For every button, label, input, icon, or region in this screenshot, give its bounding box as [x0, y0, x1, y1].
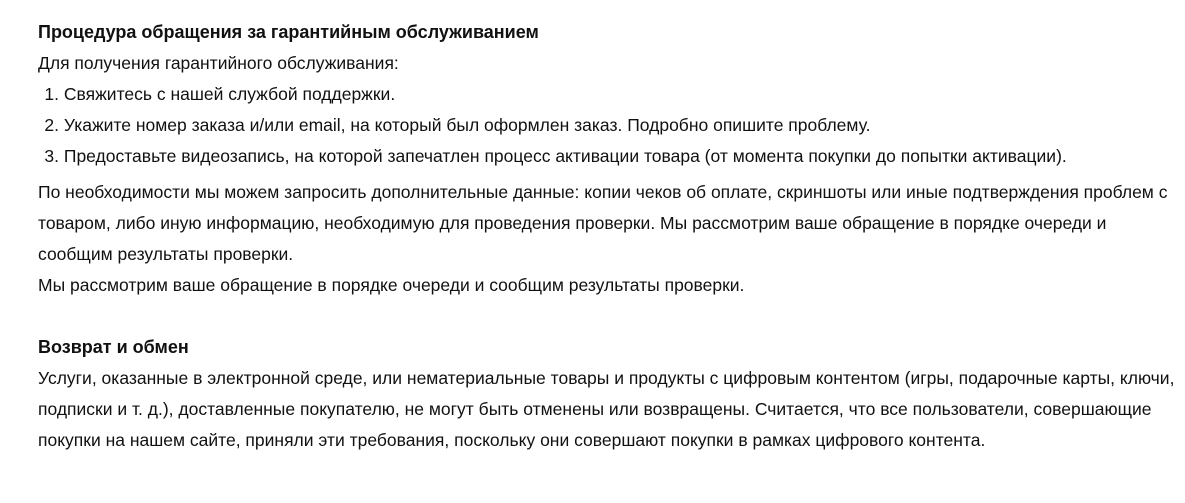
- warranty-intro: Для получения гарантийного обслуживания:: [38, 53, 399, 73]
- list-item-text: Предоставьте видеозапись, на которой запечатлен процесс активации товара (от момента покупки до попытки активации).: [63, 146, 1067, 166]
- list-item: [38, 110, 1178, 141]
- returns-text: Услуги, оказанные в электронной среде, или нематериальные товары и продукты с цифровым контентом (игры, подарочные карты, ключи, подписки и т. д.), доставленные покупателю, не могут быть отменены или возвращены. Считается, что все пользователи, совершающие покупки на нашем сайте, приняли эти требования, поскольку они совершают покупки в рамках цифрового контента.: [38, 368, 1175, 450]
- returns-heading: Возврат и обмен: [38, 337, 189, 357]
- list-item-number: 2.: [44, 115, 59, 135]
- list-item-text: Укажите номер заказа и/или email, на который был оформлен заказ. Подробно опишите проблему.: [63, 115, 871, 135]
- list-item-number: 3.: [44, 146, 59, 166]
- returns-section: [38, 332, 1178, 456]
- spacer: [38, 301, 1178, 332]
- list-item-number: 1.: [44, 84, 59, 104]
- warranty-details: По необходимости мы можем запросить дополнительные данные: копии чеков об оплате, скриншоты или иные подтверждения проблем с товаром, либо иную информацию, необходимую для проведения проверки. Мы рассмотрим ваше обращение в порядке очереди и сообщим результаты проверки.: [38, 182, 1168, 264]
- list-item: [38, 141, 1178, 172]
- list-item: [38, 79, 1178, 110]
- list-item-text: Свяжитесь с нашей службой поддержки.: [63, 84, 396, 104]
- warranty-heading: Процедура обращения за гарантийным обслуживанием: [38, 22, 539, 42]
- document-body: [38, 17, 1178, 456]
- warranty-note: Мы рассмотрим ваше обращение в порядке очереди и сообщим результаты проверки.: [38, 275, 745, 295]
- warranty-steps-list: [38, 79, 1178, 172]
- warranty-section: [38, 17, 1178, 301]
